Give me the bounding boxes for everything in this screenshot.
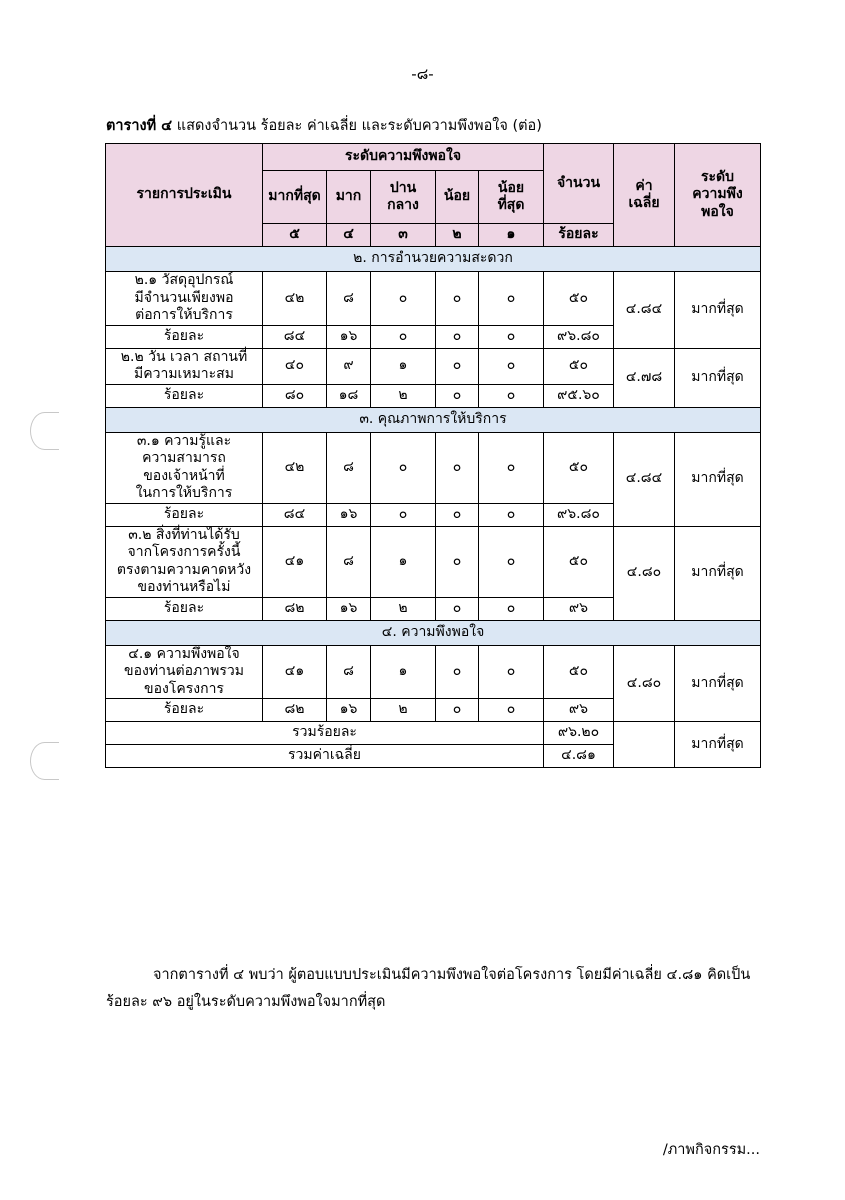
binder-hole-icon	[30, 742, 59, 780]
count-cell: ๐	[479, 645, 544, 699]
item-label: ๓.๑ ความรู้และ ความสามารถ ของเจ้าหน้าที่ ในการให้บริการ	[106, 432, 263, 503]
binder-hole-icon	[30, 412, 59, 450]
count-cell: ๐	[371, 272, 436, 326]
table-row	[106, 526, 761, 597]
header-level-label: ปาน กลาง	[371, 171, 436, 224]
percent-cell: ๐	[479, 503, 544, 526]
percent-cell: ๐	[436, 503, 479, 526]
count-cell: ๐	[436, 645, 479, 699]
percent-cell: ๘๐	[263, 384, 327, 407]
level-cell: มากที่สุด	[675, 348, 761, 407]
count-cell: ๘	[327, 272, 371, 326]
table-row	[106, 645, 761, 699]
percent-cell: ๐	[479, 325, 544, 348]
header-level-label: น้อย	[436, 171, 479, 224]
satisfaction-table	[105, 143, 761, 768]
item-label: ๓.๒ สิ่งที่ท่านได้รับ จากโครงการครั้งนี้ ตรงตามความคาดหวัง ของท่านหรือไม่	[106, 526, 263, 597]
count-cell: ๑	[371, 348, 436, 384]
level-cell: มากที่สุด	[675, 432, 761, 526]
percent-cell: ๘๔	[263, 325, 327, 348]
item-label: ๒.๒ วัน เวลา สถานที่ มีความเหมาะสม	[106, 348, 263, 384]
page-number: -๘-	[411, 65, 434, 83]
percent-total-cell: ๙๖	[544, 699, 614, 722]
percent-total-cell: ๙๕.๖๐	[544, 384, 614, 407]
item-label: ๔.๑ ความพึงพอใจ ของท่านต่อภาพรวม ของโครงการ	[106, 645, 263, 699]
count-cell: ๑	[371, 645, 436, 699]
level-cell: มากที่สุด	[675, 272, 761, 349]
count-cell: ๙	[327, 348, 371, 384]
header-item: รายการประเมิน	[106, 144, 263, 247]
percent-total-cell: ๙๖.๘๐	[544, 503, 614, 526]
header-level-score: ๔	[327, 224, 371, 247]
count-cell: ๐	[436, 348, 479, 384]
section-title: ๔. ความพึงพอใจ	[106, 620, 761, 645]
sum-mean-value: ๔.๘๑	[544, 745, 614, 768]
percent-cell: ๑๘	[327, 384, 371, 407]
count-cell: ๐	[479, 432, 544, 503]
level-cell: มากที่สุด	[675, 526, 761, 620]
total-count-cell: ๕๐	[544, 272, 614, 326]
percent-cell: ๐	[371, 325, 436, 348]
sum-blank	[614, 722, 675, 745]
count-cell: ๔๒	[263, 272, 327, 326]
table-caption	[106, 114, 542, 137]
percent-cell: ๐	[371, 503, 436, 526]
mean-cell: ๔.๘๔	[614, 432, 675, 526]
total-count-cell: ๕๐	[544, 348, 614, 384]
level-cell: มากที่สุด	[675, 645, 761, 722]
header-level-label: น้อย ที่สุด	[479, 171, 544, 224]
count-cell: ๐	[436, 526, 479, 597]
section-row	[106, 247, 761, 272]
header-percent: ร้อยละ	[544, 224, 614, 247]
header-level-score: ๕	[263, 224, 327, 247]
table-row	[106, 432, 761, 503]
percent-cell: ๑๖	[327, 503, 371, 526]
mean-cell: ๔.๘๔	[614, 272, 675, 349]
total-count-cell: ๕๐	[544, 645, 614, 699]
count-cell: ๘	[327, 645, 371, 699]
percent-cell: ๒	[371, 384, 436, 407]
header-level-score: ๑	[479, 224, 544, 247]
sum-percent-label: รวมร้อยละ	[106, 722, 544, 745]
total-count-cell: ๕๐	[544, 432, 614, 503]
percent-label: ร้อยละ	[106, 503, 263, 526]
header-level-score: ๓	[371, 224, 436, 247]
next-page-footer: /ภาพกิจกรรม...	[662, 1142, 760, 1158]
percent-total-cell: ๙๖	[544, 597, 614, 620]
sum-blank	[614, 745, 675, 768]
count-cell: ๘	[327, 526, 371, 597]
count-cell: ๘	[327, 432, 371, 503]
percent-cell: ๑๖	[327, 325, 371, 348]
percent-total-cell: ๙๖.๘๐	[544, 325, 614, 348]
caption-text: แสดงจำนวน ร้อยละ ค่าเฉลี่ย และระดับความพึงพอใจ (ต่อ)	[172, 118, 542, 134]
table-row	[106, 272, 761, 326]
percent-cell: ๐	[479, 699, 544, 722]
percent-cell: ๑๖	[327, 597, 371, 620]
sum-mean-label: รวมค่าเฉลี่ย	[106, 745, 544, 768]
count-cell: ๐	[436, 272, 479, 326]
percent-cell: ๑๖	[327, 699, 371, 722]
header-level: ระดับ ความพึง พอใจ	[675, 144, 761, 247]
percent-cell: ๐	[436, 384, 479, 407]
percent-cell: ๐	[479, 384, 544, 407]
percent-cell: ๘๒	[263, 597, 327, 620]
mean-cell: ๔.๘๐	[614, 645, 675, 722]
header-satisfaction-group: ระดับความพึงพอใจ	[263, 144, 544, 171]
header-level-label: มากที่สุด	[263, 171, 327, 224]
percent-cell: ๐	[436, 325, 479, 348]
count-cell: ๔๑	[263, 526, 327, 597]
mean-cell: ๔.๗๘	[614, 348, 675, 407]
total-row	[106, 722, 761, 745]
percent-cell: ๐	[479, 597, 544, 620]
section-row	[106, 407, 761, 432]
count-cell: ๐	[479, 348, 544, 384]
percent-label: ร้อยละ	[106, 325, 263, 348]
summary-paragraph: จากตารางที่ ๔ พบว่า ผู้ตอบแบบประเมินมีความพึงพอใจต่อโครงการ โดยมีค่าเฉลี่ย ๔.๘๑ คิดเป็นร้อยละ ๙๖ อยู่ในระดับความพึงพอใจมากที่สุด	[106, 967, 751, 1010]
count-cell: ๔๑	[263, 645, 327, 699]
mean-cell: ๔.๘๐	[614, 526, 675, 620]
sum-level-cell: มากที่สุด	[675, 722, 761, 768]
count-cell: ๐	[371, 432, 436, 503]
sum-percent-value: ๙๖.๒๐	[544, 722, 614, 745]
count-cell: ๔๐	[263, 348, 327, 384]
section-title: ๒. การอำนวยความสะดวก	[106, 247, 761, 272]
count-cell: ๐	[479, 272, 544, 326]
section-row	[106, 620, 761, 645]
percent-cell: ๘๒	[263, 699, 327, 722]
total-count-cell: ๕๐	[544, 526, 614, 597]
percent-cell: ๒	[371, 597, 436, 620]
total-row	[106, 745, 761, 768]
percent-cell: ๐	[436, 699, 479, 722]
header-level-score: ๒	[436, 224, 479, 247]
percent-label: ร้อยละ	[106, 384, 263, 407]
percent-label: ร้อยละ	[106, 597, 263, 620]
percent-cell: ๘๔	[263, 503, 327, 526]
header-row	[106, 144, 761, 171]
header-count: จำนวน	[544, 144, 614, 224]
header-mean: ค่า เฉลี่ย	[614, 144, 675, 247]
count-cell: ๐	[436, 432, 479, 503]
count-cell: ๑	[371, 526, 436, 597]
item-label: ๒.๑ วัสดุอุปกรณ์ มีจำนวนเพียงพอ ต่อการให้บริการ	[106, 272, 263, 326]
percent-cell: ๒	[371, 699, 436, 722]
count-cell: ๐	[479, 526, 544, 597]
count-cell: ๔๒	[263, 432, 327, 503]
percent-label: ร้อยละ	[106, 699, 263, 722]
percent-cell: ๐	[436, 597, 479, 620]
section-title: ๓. คุณภาพการให้บริการ	[106, 407, 761, 432]
table-row	[106, 348, 761, 384]
caption-label: ตารางที่ ๔	[106, 118, 173, 134]
header-level-label: มาก	[327, 171, 371, 224]
